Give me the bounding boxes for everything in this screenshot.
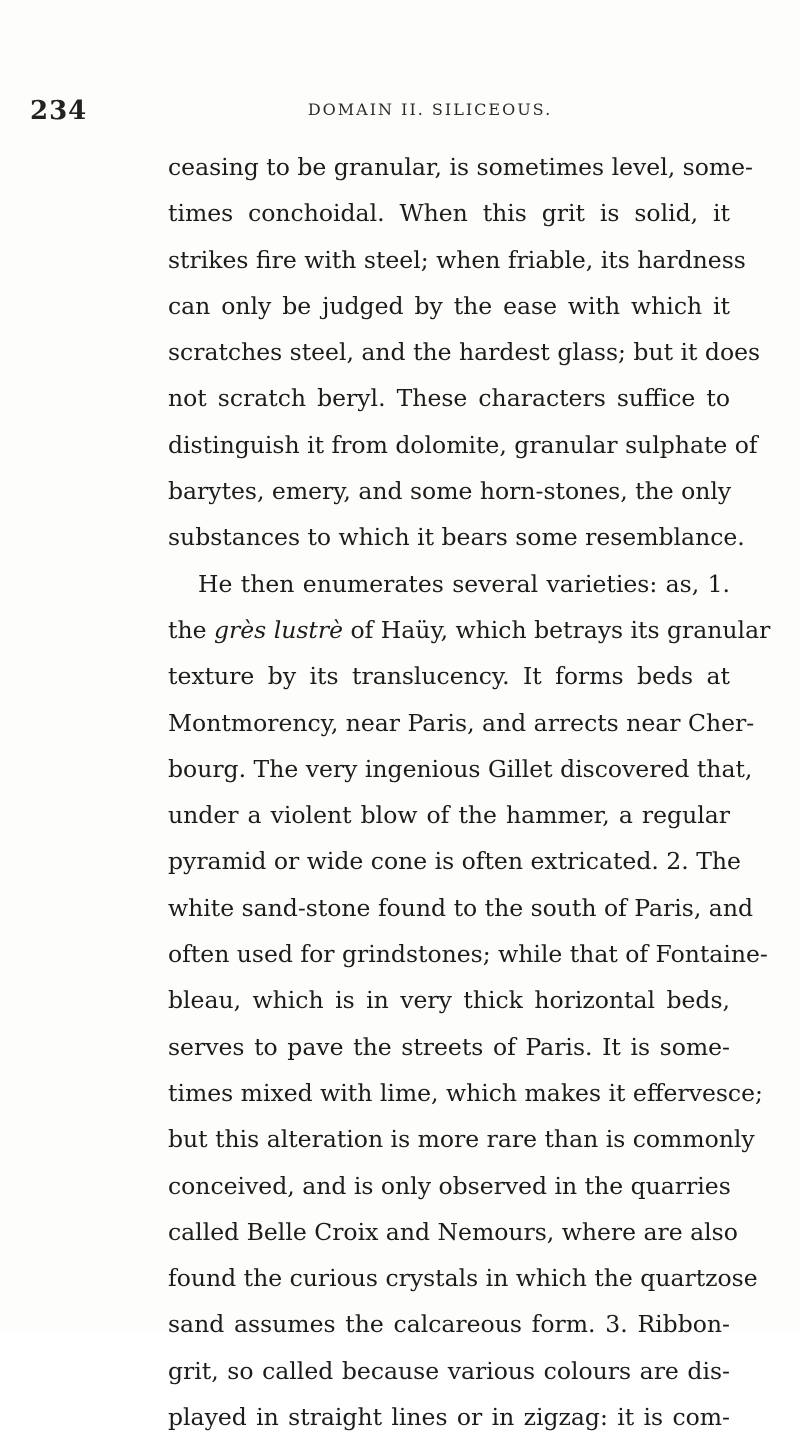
text-line: barytes, emery, and some horn-stones, the only bbox=[168, 477, 732, 506]
text-line: can only be judged by the ease with which it bbox=[168, 291, 730, 320]
text-line: pyramid or wide cone is often extricated. 2. The bbox=[168, 847, 741, 876]
text-line: grit, so called because various colours are dis- bbox=[168, 1356, 730, 1385]
text-line: strikes fire with steel; when friable, its hardness bbox=[168, 245, 746, 274]
text-line: texture by its translucency. It forms beds at bbox=[168, 662, 730, 691]
text-line: Montmorency, near Paris, and arrects near Cher- bbox=[168, 708, 755, 737]
text-fragment: of Haüy, which betrays its granular bbox=[350, 615, 771, 644]
text-line: bourg. The very ingenious Gillet discovered that, bbox=[168, 754, 753, 783]
text-line: found the curious crystals in which the quartzose bbox=[168, 1264, 758, 1293]
text-line-with-italic bbox=[168, 607, 771, 653]
text-line: played in straight lines or in zigzag: it is com- bbox=[168, 1403, 730, 1432]
page-number: 234 bbox=[30, 96, 88, 126]
text-line: times conchoidal. When this grit is solid, it bbox=[168, 199, 730, 228]
text-line: serves to pave the streets of Paris. It is some- bbox=[168, 1032, 730, 1061]
text-line: not scratch beryl. These characters suffice to bbox=[168, 384, 730, 413]
text-line: but this alteration is more rare than is commonly bbox=[168, 1125, 755, 1154]
text-line: white sand-stone found to the south of Paris, and bbox=[168, 893, 753, 922]
running-head: DOMAIN II. SILICEOUS. bbox=[307, 100, 553, 119]
text-line: bleau, which is in very thick horizontal beds, bbox=[168, 986, 730, 1015]
text-line: substances to which it bears some resemblance. bbox=[168, 523, 745, 552]
text-line: called Belle Croix and Nemours, where are also bbox=[168, 1217, 738, 1246]
text-line: distinguish it from dolomite, granular sulphate of bbox=[168, 430, 758, 459]
text-line: sand assumes the calcareous form. 3. Ribbon- bbox=[168, 1310, 730, 1339]
text-line: often used for grindstones; while that of Fontaine- bbox=[168, 940, 768, 969]
text-line: He then enumerates several varieties: as, 1. bbox=[198, 569, 730, 598]
body-text bbox=[168, 144, 771, 1440]
text-line: conceived, and is only observed in the quarries bbox=[168, 1171, 731, 1200]
text-line: scratches steel, and the hardest glass; but it does bbox=[168, 338, 761, 367]
italic-term: grès lustrè bbox=[213, 615, 343, 644]
text-line: times mixed with lime, which makes it effervesce; bbox=[168, 1078, 763, 1107]
text-line: ceasing to be granular, is sometimes level, some- bbox=[168, 153, 753, 181]
text-line: under a violent blow of the hammer, a regular bbox=[168, 801, 730, 830]
text-fragment: the bbox=[168, 615, 207, 644]
